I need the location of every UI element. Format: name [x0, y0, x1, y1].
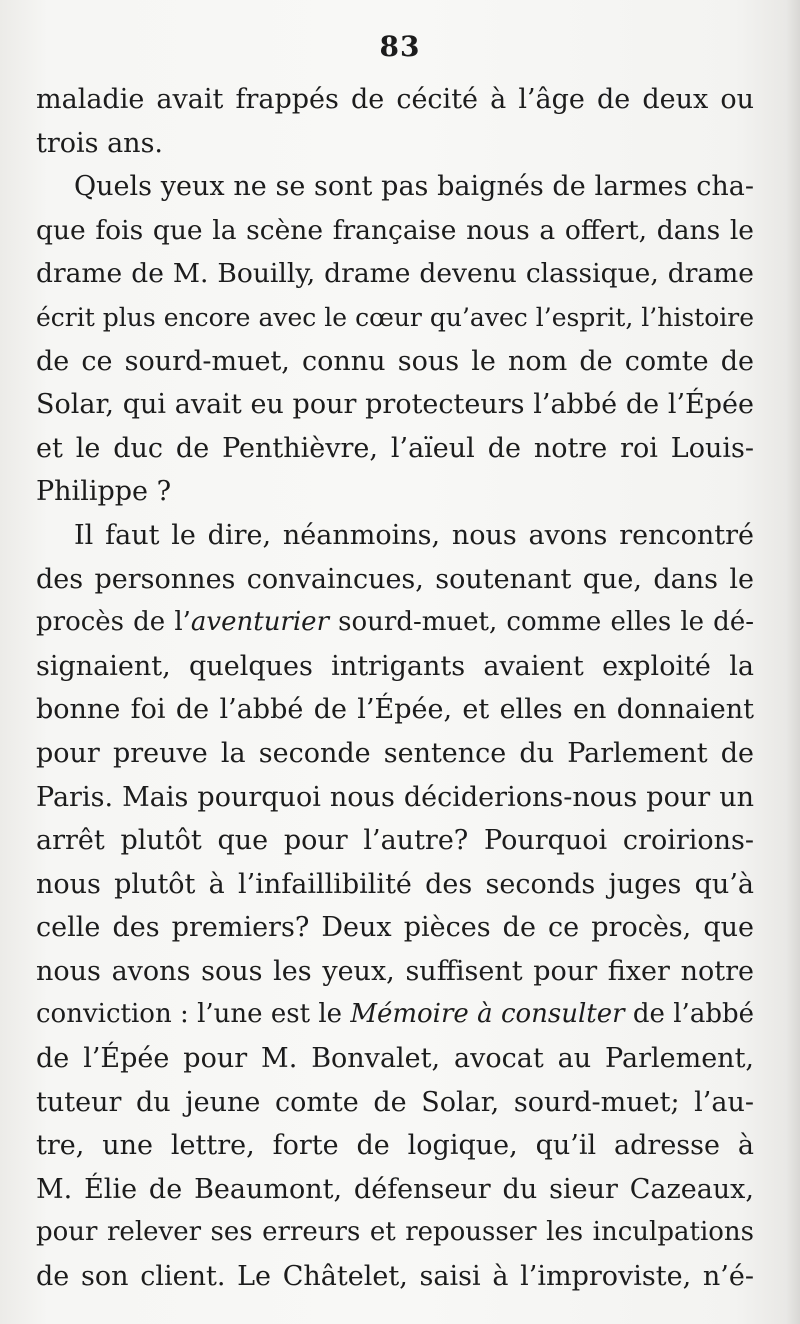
- text-line: [36, 1081, 754, 1125]
- text-line: [36, 645, 754, 689]
- text-segment: Paris. Mais pourquoi nous déciderions-nous pour un: [36, 781, 754, 813]
- text-segment: arrêt plutôt que pour l’autre? Pourquoi croirions-: [36, 825, 754, 857]
- text-line: [36, 470, 754, 514]
- text-line: [36, 601, 754, 645]
- text-line: [36, 209, 754, 253]
- text-line: [36, 252, 754, 296]
- text-segment: trois ans.: [36, 127, 164, 159]
- text-line: [36, 296, 754, 340]
- body-text: [36, 78, 754, 1299]
- text-line: [36, 863, 754, 907]
- text-segment: de l’Épée pour M. Bonvalet, avocat au Parlement,: [36, 1043, 754, 1075]
- text-line: [36, 819, 754, 863]
- page-number: 83: [379, 30, 421, 63]
- text-line: [36, 950, 754, 994]
- text-segment: drame de M. Bouilly, drame devenu classique, drame: [36, 258, 754, 290]
- text-line: [36, 340, 754, 384]
- text-line: [36, 1037, 754, 1081]
- text-segment: M. Élie de Beaumont, défenseur du sieur Cazeaux,: [36, 1173, 754, 1205]
- text-segment: Philippe ?: [36, 476, 172, 508]
- text-segment: celle des premiers? Deux pièces de ce procès, que: [36, 912, 754, 944]
- text-segment: nous plutôt à l’infaillibilité des seconds juges qu’à: [36, 868, 754, 900]
- text-segment: pour relever ses erreurs et repousser les inculpations: [36, 1217, 754, 1248]
- text-line: [36, 1255, 754, 1299]
- text-line: [36, 514, 754, 558]
- page-edge-shadow: [786, 0, 800, 1324]
- text-segment: Solar, qui avait eu pour protecteurs l’abbé de l’Épée: [36, 389, 754, 421]
- text-segment: écrit plus encore avec le cœur qu’avec l’esprit, l’histoire: [36, 302, 754, 332]
- text-segment: pour preuve la seconde sentence du Parlement de: [36, 737, 754, 769]
- text-line: [36, 688, 754, 732]
- text-segment: signaient, quelques intrigants avaient exploité la: [36, 650, 754, 682]
- text-segment: nous avons sous les yeux, suffisent pour fixer notre: [36, 955, 754, 987]
- text-line: [36, 1124, 754, 1168]
- text-line: [36, 906, 754, 950]
- text-segment: des personnes convaincues, soutenant que, dans le: [36, 563, 754, 595]
- text-line: [36, 383, 754, 427]
- text-segment: de l’abbé: [624, 999, 754, 1030]
- text-line: [36, 122, 754, 166]
- italic-text: Mémoire à consulter: [350, 999, 625, 1030]
- text-line: [36, 993, 754, 1037]
- text-line: [36, 776, 754, 820]
- text-segment: de ce sourd-muet, connu sous le nom de comte de: [36, 345, 754, 377]
- text-line: [36, 558, 754, 602]
- italic-text: aventurier: [190, 607, 329, 638]
- text-segment: sourd-muet, comme elles le dé-: [329, 607, 754, 638]
- text-segment: et le duc de Penthièvre, l’aïeul de notre roi Louis-: [36, 432, 754, 464]
- text-segment: de son client. Le Châtelet, saisi à l’improviste, n’é-: [36, 1261, 754, 1293]
- text-segment: Quels yeux ne se sont pas baignés de larmes cha-: [74, 171, 754, 203]
- text-line: [36, 427, 754, 471]
- text-segment: tuteur du jeune comte de Solar, sourd-muet; l’au-: [36, 1086, 754, 1118]
- text-segment: Il faut le dire, néanmoins, nous avons rencontré: [74, 519, 754, 551]
- text-line: [36, 732, 754, 776]
- text-line: [36, 1168, 754, 1212]
- text-segment: procès de l’: [36, 607, 191, 638]
- text-segment: maladie avait frappés de cécité à l’âge de deux ou: [36, 84, 754, 115]
- text-segment: tre, une lettre, forte de logique, qu’il adresse à: [36, 1130, 754, 1162]
- text-segment: bonne foi de l’abbé de l’Épée, et elles en donnaient: [36, 694, 754, 726]
- text-segment: que fois que la scène française nous a offert, dans le: [36, 214, 754, 246]
- text-segment: conviction : l’une est le: [36, 999, 351, 1030]
- text-line: [36, 1211, 754, 1255]
- text-line: [36, 165, 754, 209]
- text-line: [36, 78, 754, 122]
